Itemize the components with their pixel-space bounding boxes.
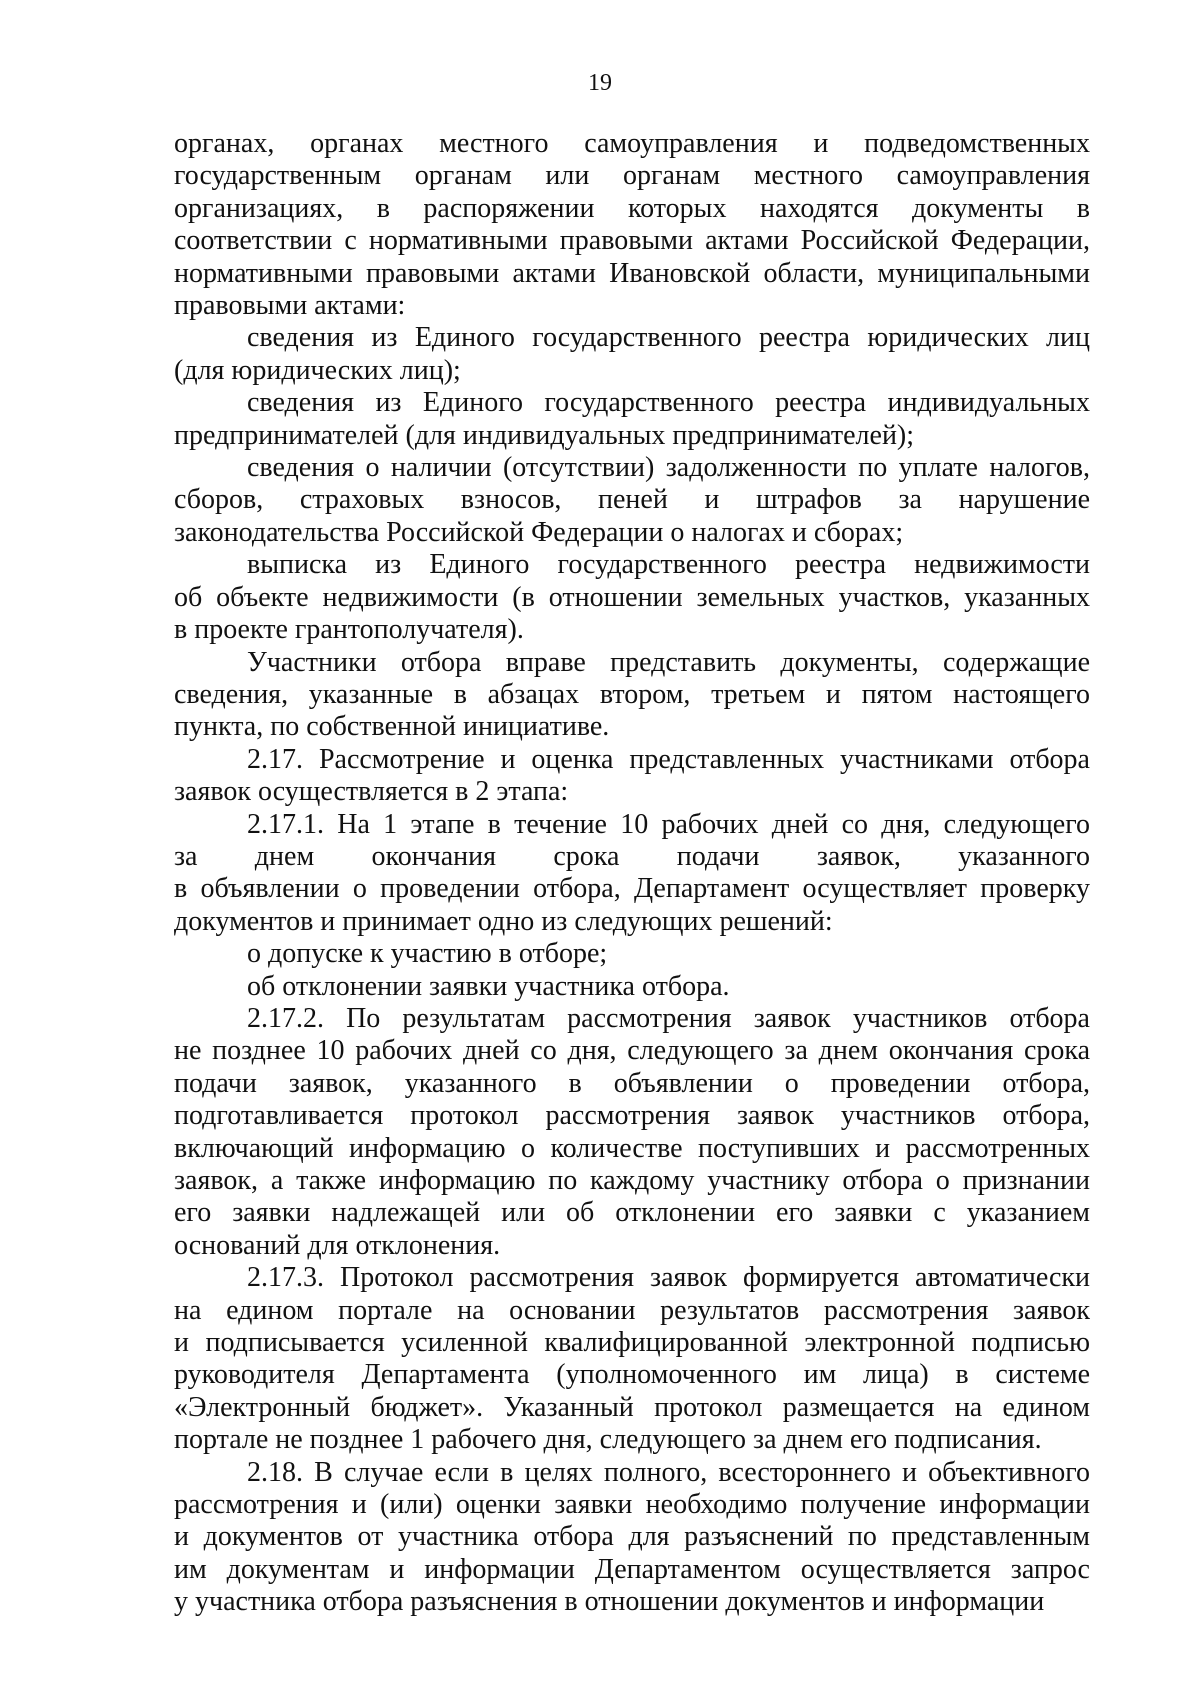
- text-line: (для юридических лиц);: [174, 354, 461, 386]
- paragraph: [174, 1457, 1090, 1619]
- text-line: организациях, в распоряжении которых находятся документы в: [174, 192, 1090, 224]
- text-line: за днем окончания срока подачи заявок, указанного: [174, 840, 1090, 872]
- text-line: на едином портале на основании результатов рассмотрения заявок: [174, 1294, 1090, 1326]
- text-line: органах, органах местного самоуправления и подведомственных: [174, 128, 1090, 159]
- text-line: рассмотрения и (или) оценки заявки необходимо получение информации: [174, 1489, 1090, 1521]
- text-line: о допуске к участию в отборе;: [247, 938, 608, 970]
- text-line: предпринимателей (для индивидуальных предпринимателей);: [174, 419, 915, 451]
- text-line: включающий информацию о количестве поступивших и рассмотренных: [174, 1132, 1090, 1164]
- paragraph: [174, 1003, 1090, 1262]
- text-line: оснований для отклонения.: [174, 1229, 501, 1261]
- text-line: сведения из Единого государственного реестра индивидуальных: [247, 387, 1090, 419]
- text-line: и подписывается усиленной квалифицированной электронной подписью: [174, 1327, 1090, 1359]
- paragraph: [174, 809, 1090, 939]
- text-line: подготавливается протокол рассмотрения заявок участников отбора,: [174, 1100, 1090, 1132]
- paragraph: [174, 322, 1090, 387]
- text-line: 2.17.2. По результатам рассмотрения заявок участников отбора: [247, 1002, 1090, 1034]
- paragraph: [174, 549, 1090, 646]
- text-line: подачи заявок, указанного в объявлении о проведении отбора,: [174, 1067, 1090, 1099]
- text-line: государственным органам или органам местного самоуправления: [174, 160, 1090, 192]
- paragraph: [174, 744, 1090, 809]
- text-line: об объекте недвижимости (в отношении земельных участков, указанных: [174, 581, 1090, 613]
- text-line: выписка из Единого государственного реестра недвижимости: [247, 549, 1090, 581]
- text-line: 2.17.3. Протокол рассмотрения заявок формируется автоматически: [247, 1262, 1090, 1294]
- page-number: 19: [588, 70, 612, 96]
- paragraph: [174, 1262, 1090, 1456]
- paragraph: [174, 647, 1090, 744]
- text-line: им документам и информации Департаментом осуществляется запрос: [174, 1553, 1090, 1585]
- text-line: сборов, страховых взносов, пеней и штрафов за нарушение: [174, 484, 1090, 516]
- text-line: сведения из Единого государственного реестра юридических лиц: [247, 322, 1090, 354]
- paragraph: [174, 128, 1090, 322]
- text-line: Участники отбора вправе представить документы, содержащие: [247, 646, 1090, 678]
- text-line: нормативными правовыми актами Ивановской области, муниципальными: [174, 257, 1090, 289]
- text-line: 2.17. Рассмотрение и оценка представленных участниками отбора: [247, 743, 1090, 775]
- paragraph: [174, 938, 1090, 970]
- paragraph: [174, 387, 1090, 452]
- paragraph: [174, 971, 1090, 1003]
- text-line: сведения, указанные в абзацах втором, третьем и пятом настоящего: [174, 678, 1090, 710]
- text-line: заявок осуществляется в 2 этапа:: [174, 776, 569, 808]
- text-line: документов и принимает одно из следующих решений:: [174, 905, 833, 937]
- text-line: «Электронный бюджет». Указанный протокол размещается на едином: [174, 1391, 1090, 1423]
- text-line: руководителя Департамента (уполномоченного им лица) в системе: [174, 1359, 1090, 1391]
- text-line: в проекте грантополучателя).: [174, 614, 524, 646]
- text-line: об отклонении заявки участника отбора.: [247, 970, 730, 1002]
- text-line: правовыми актами:: [174, 290, 406, 322]
- text-line: пункта, по собственной инициативе.: [174, 711, 610, 743]
- text-line: и документов от участника отбора для разъяснений по представленным: [174, 1521, 1090, 1553]
- text-line: в объявлении о проведении отбора, Департамент осуществляет проверку: [174, 873, 1090, 905]
- text-line: его заявки надлежащей или об отклонении его заявки с указанием: [174, 1197, 1090, 1229]
- text-line: 2.17.1. На 1 этапе в течение 10 рабочих дней со дня, следующего: [247, 808, 1090, 840]
- text-line: сведения о наличии (отсутствии) задолженности по уплате налогов,: [247, 452, 1090, 484]
- text-line: портале не позднее 1 рабочего дня, следующего за днем его подписания.: [174, 1424, 1042, 1456]
- text-line: законодательства Российской Федерации о налогах и сборах;: [174, 516, 904, 548]
- text-line: у участника отбора разъяснения в отношении документов и информации: [174, 1586, 1045, 1618]
- text-line: заявок, а также информацию по каждому участнику отбора о признании: [174, 1165, 1090, 1196]
- text-line: 2.18. В случае если в целях полного, всестороннего и объективного: [247, 1456, 1090, 1488]
- text-line: соответствии с нормативными правовыми актами Российской Федерации,: [174, 225, 1090, 257]
- text-line: не позднее 10 рабочих дней со дня, следующего за днем окончания срока: [174, 1035, 1090, 1067]
- document-body: [174, 128, 1090, 1619]
- paragraph: [174, 452, 1090, 549]
